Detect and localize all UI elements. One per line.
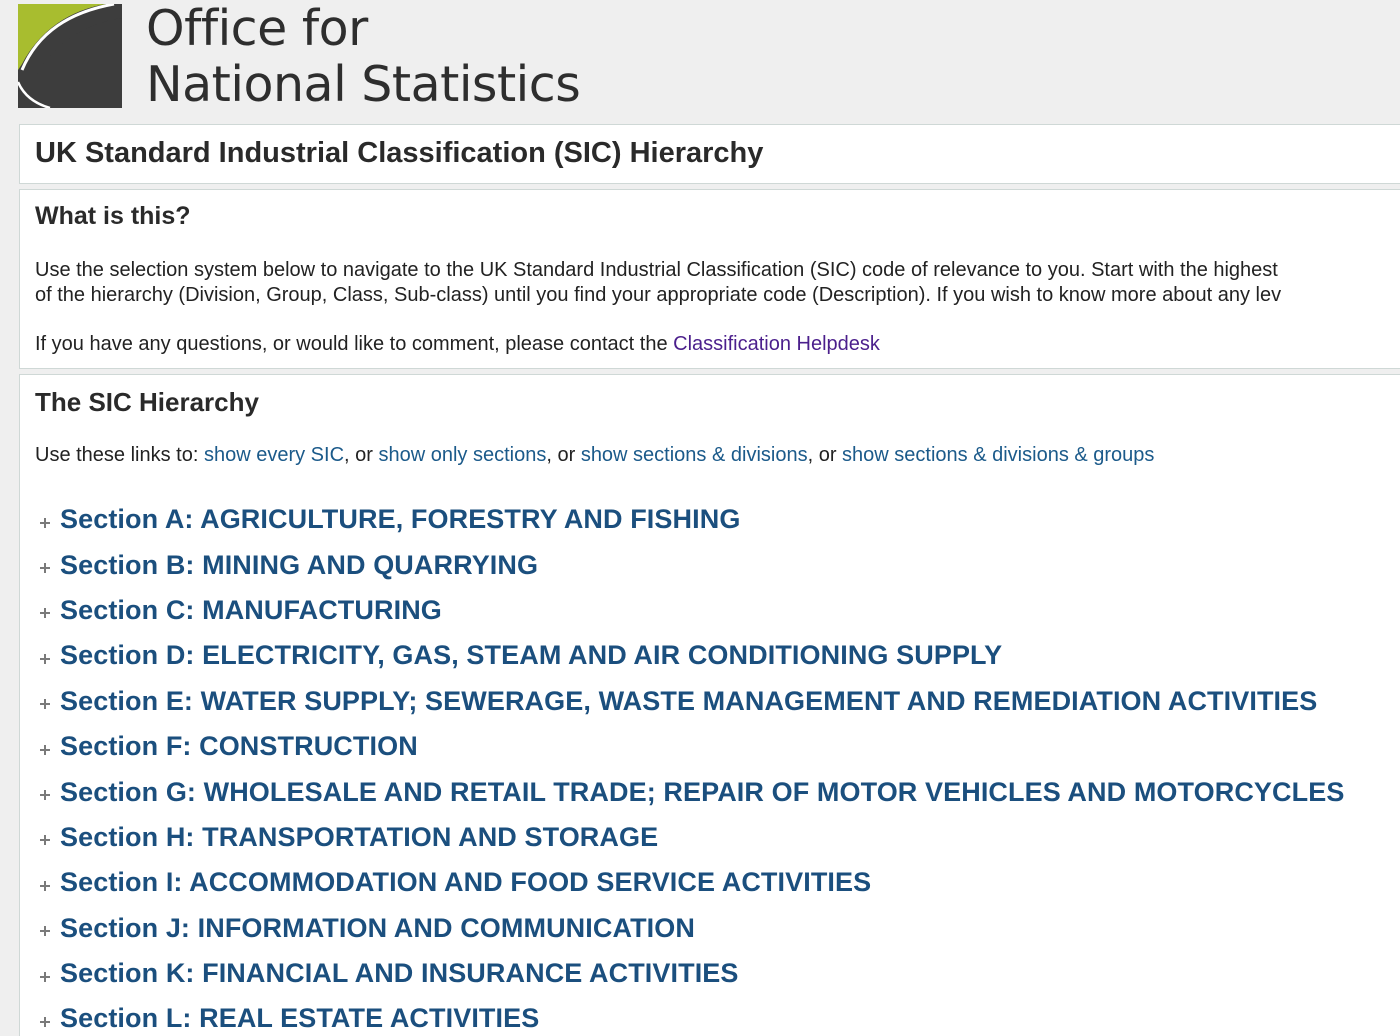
page-title: UK Standard Industrial Classification (SIC) Hierarchy [35, 137, 764, 169]
ons-logo-icon[interactable] [18, 4, 122, 108]
section-link-e[interactable]: Section E: WATER SUPPLY; SEWERAGE, WASTE MANAGEMENT AND REMEDIATION ACTIVITIES [60, 685, 1318, 716]
expand-plus-icon[interactable] [38, 970, 52, 984]
section-link-l[interactable]: Section L: REAL ESTATE ACTIVITIES [60, 1003, 540, 1034]
section-item-g [38, 769, 1344, 814]
section-item-h [38, 815, 1344, 860]
contact-text [35, 332, 880, 357]
show-sections-divisions-link[interactable]: show sections & divisions [580, 444, 808, 466]
section-item-l [38, 996, 1344, 1036]
section-link-c[interactable]: Section C: MANUFACTURING [60, 594, 442, 625]
expand-plus-icon[interactable] [38, 516, 52, 530]
section-item-f [38, 724, 1344, 769]
site-header [0, 0, 1400, 122]
section-item-i [38, 860, 1344, 905]
show-only-sections-link[interactable]: show only sections [378, 444, 547, 466]
expand-plus-icon[interactable] [38, 924, 52, 938]
expand-plus-icon[interactable] [38, 743, 52, 757]
view-options [35, 443, 1154, 468]
section-link-h[interactable]: Section H: TRANSPORTATION AND STORAGE [60, 821, 659, 852]
section-item-b [38, 542, 1344, 587]
title-panel [19, 124, 1400, 184]
sic-hierarchy-heading: The SIC Hierarchy [35, 387, 259, 417]
section-item-k [38, 951, 1344, 996]
sic-hierarchy-panel [19, 374, 1400, 1036]
section-item-d [38, 633, 1344, 678]
expand-plus-icon[interactable] [38, 788, 52, 802]
expand-plus-icon[interactable] [38, 652, 52, 666]
separator: , or [807, 444, 843, 466]
separator: , or [546, 444, 581, 466]
section-link-k[interactable]: Section K: FINANCIAL AND INSURANCE ACTIVITIES [60, 958, 739, 989]
show-sections-divisions-groups-link[interactable]: show sections & divisions & groups [842, 444, 1155, 466]
expand-plus-icon[interactable] [38, 606, 52, 620]
logo-line-2: National Statistics [146, 56, 581, 113]
section-link-f[interactable]: Section F: CONSTRUCTION [60, 731, 418, 762]
section-link-a[interactable]: Section A: AGRICULTURE, FORESTRY AND FISHING [60, 504, 741, 535]
what-is-this-heading: What is this? [35, 202, 191, 230]
section-link-i[interactable]: Section I: ACCOMMODATION AND FOOD SERVICE ACTIVITIES [60, 867, 872, 898]
what-is-this-description [35, 258, 1281, 308]
separator: , or [344, 444, 379, 466]
section-link-g[interactable]: Section G: WHOLESALE AND RETAIL TRADE; REPAIR OF MOTOR VEHICLES AND MOTORCYCLES [60, 776, 1345, 807]
section-link-d[interactable]: Section D: ELECTRICITY, GAS, STEAM AND AIR CONDITIONING SUPPLY [60, 640, 1003, 671]
expand-plus-icon[interactable] [38, 833, 52, 847]
expand-plus-icon[interactable] [38, 697, 52, 711]
section-item-e [38, 679, 1344, 724]
description-line-1: Use the selection system below to navigate to the UK Standard Industrial Classification (SIC) code of relevance to you. Start with the highest [35, 259, 1278, 281]
links-prefix: Use these links to: [35, 444, 204, 466]
logo-line-1: Office for [146, 0, 368, 57]
section-item-c [38, 588, 1344, 633]
expand-plus-icon[interactable] [38, 879, 52, 893]
section-link-b[interactable]: Section B: MINING AND QUARRYING [60, 549, 539, 580]
section-link-j[interactable]: Section J: INFORMATION AND COMMUNICATION [60, 912, 695, 943]
what-is-this-panel [19, 189, 1400, 369]
classification-helpdesk-link[interactable]: Classification Helpdesk [673, 333, 880, 355]
expand-plus-icon[interactable] [38, 1015, 52, 1029]
description-line-2: of the hierarchy (Division, Group, Class, Sub-class) until you find your appropriate code (Description). If you wish to know more about any lev [35, 284, 1282, 306]
section-item-a [38, 497, 1344, 542]
expand-plus-icon[interactable] [38, 561, 52, 575]
show-every-sic-link[interactable]: show every SIC [203, 444, 345, 466]
contact-prefix: If you have any questions, or would like to comment, please contact the [35, 333, 674, 355]
section-list [38, 497, 1344, 1036]
section-item-j [38, 906, 1344, 951]
